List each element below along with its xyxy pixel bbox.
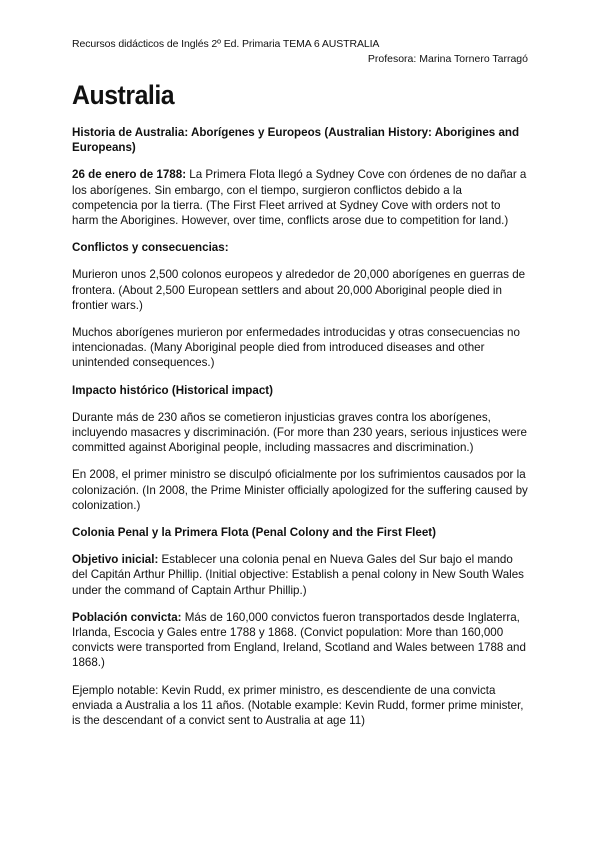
paragraph-apology: En 2008, el primer ministro se disculpó oficialmente por los sufrimientos causados por la colonización. (In 2008, the Prime Minister officially apologized for the suffering caused by colonization.): [72, 468, 528, 512]
paragraph-frontier-wars: Murieron unos 2,500 colonos europeos y alrededor de 20,000 aborígenes en guerras de frontera. (About 2,500 European settlers and about 20,000 Aboriginal people died in frontier wars.): [72, 268, 526, 312]
paragraph-injustices: Durante más de 230 años se cometieron injusticias graves contra los aborígenes, incluyendo masacres y discriminación. (For more than 230 years, serious injustices were committed against Aboriginal people, including massacres and discrimination.): [72, 410, 527, 455]
conflicts-heading: Conflictos y consecuencias:: [72, 241, 229, 255]
paragraph-text: Establecer una colonia penal en Nueva Gales del Sur bajo el mando del Capitán Arthur Phillip. (Initial objective: Establish a penal colony in New South Wales under the command of Captain Arthur Phillip.): [72, 553, 524, 597]
header-teacher: Profesora: Marina Tornero Tarragó: [367, 53, 528, 65]
impact-heading: Impacto histórico (Historical impact): [72, 383, 273, 397]
paragraph-first-fleet: [72, 167, 528, 228]
convicts-lead: Población convicta:: [72, 610, 182, 624]
colony-heading: Colonia Penal y la Primera Flota (Penal Colony and the First Fleet): [72, 526, 436, 540]
paragraph-objective: [72, 552, 528, 598]
paragraph-convicts: [72, 610, 528, 671]
history-heading: Historia de Australia: Aborígenes y Europeos (Australian History: Aborigines and Europeans): [72, 126, 520, 155]
objective-lead: Objetivo inicial:: [72, 553, 159, 567]
paragraph-text: Más de 160,000 convictos fueron transportados desde Inglaterra, Irlanda, Escocia y Gales entre 1788 y 1868. (Convict population: More than 160,000 convicts were transported from England, Ireland, Scotland and Wales between 1788 and 1868.): [72, 610, 526, 670]
paragraph-example: Ejemplo notable: Kevin Rudd, ex primer ministro, es descendiente de una convicta enviada a Australia a los 11 años. (Notable example: Kevin Rudd, former prime minister, is the descendant of a convict sent to Australia at age 11): [72, 683, 524, 728]
date-lead: 26 de enero de 1788:: [72, 168, 187, 182]
document-body: [72, 125, 528, 740]
header-course: Recursos didácticos de Inglés 2º Ed. Primaria TEMA 6 AUSTRALIA: [72, 38, 380, 50]
page-title: Australia: [72, 80, 175, 110]
paragraph-text: La Primera Flota llegó a Sydney Cove con órdenes de no dañar a los aborígenes. Sin embargo, con el tiempo, surgieron conflictos debido a la competencia por la tierra. (The First Fleet arrived at Sydney Cove with orders not to harm the Aborigines. However, over time, conflicts arose due to competition for land.): [72, 168, 527, 228]
paragraph-diseases: Muchos aborígenes murieron por enfermedades introducidas y otras consecuencias no intencionadas. (Many Aboriginal people died from introduced diseases and other unintended consequences.): [72, 326, 520, 370]
